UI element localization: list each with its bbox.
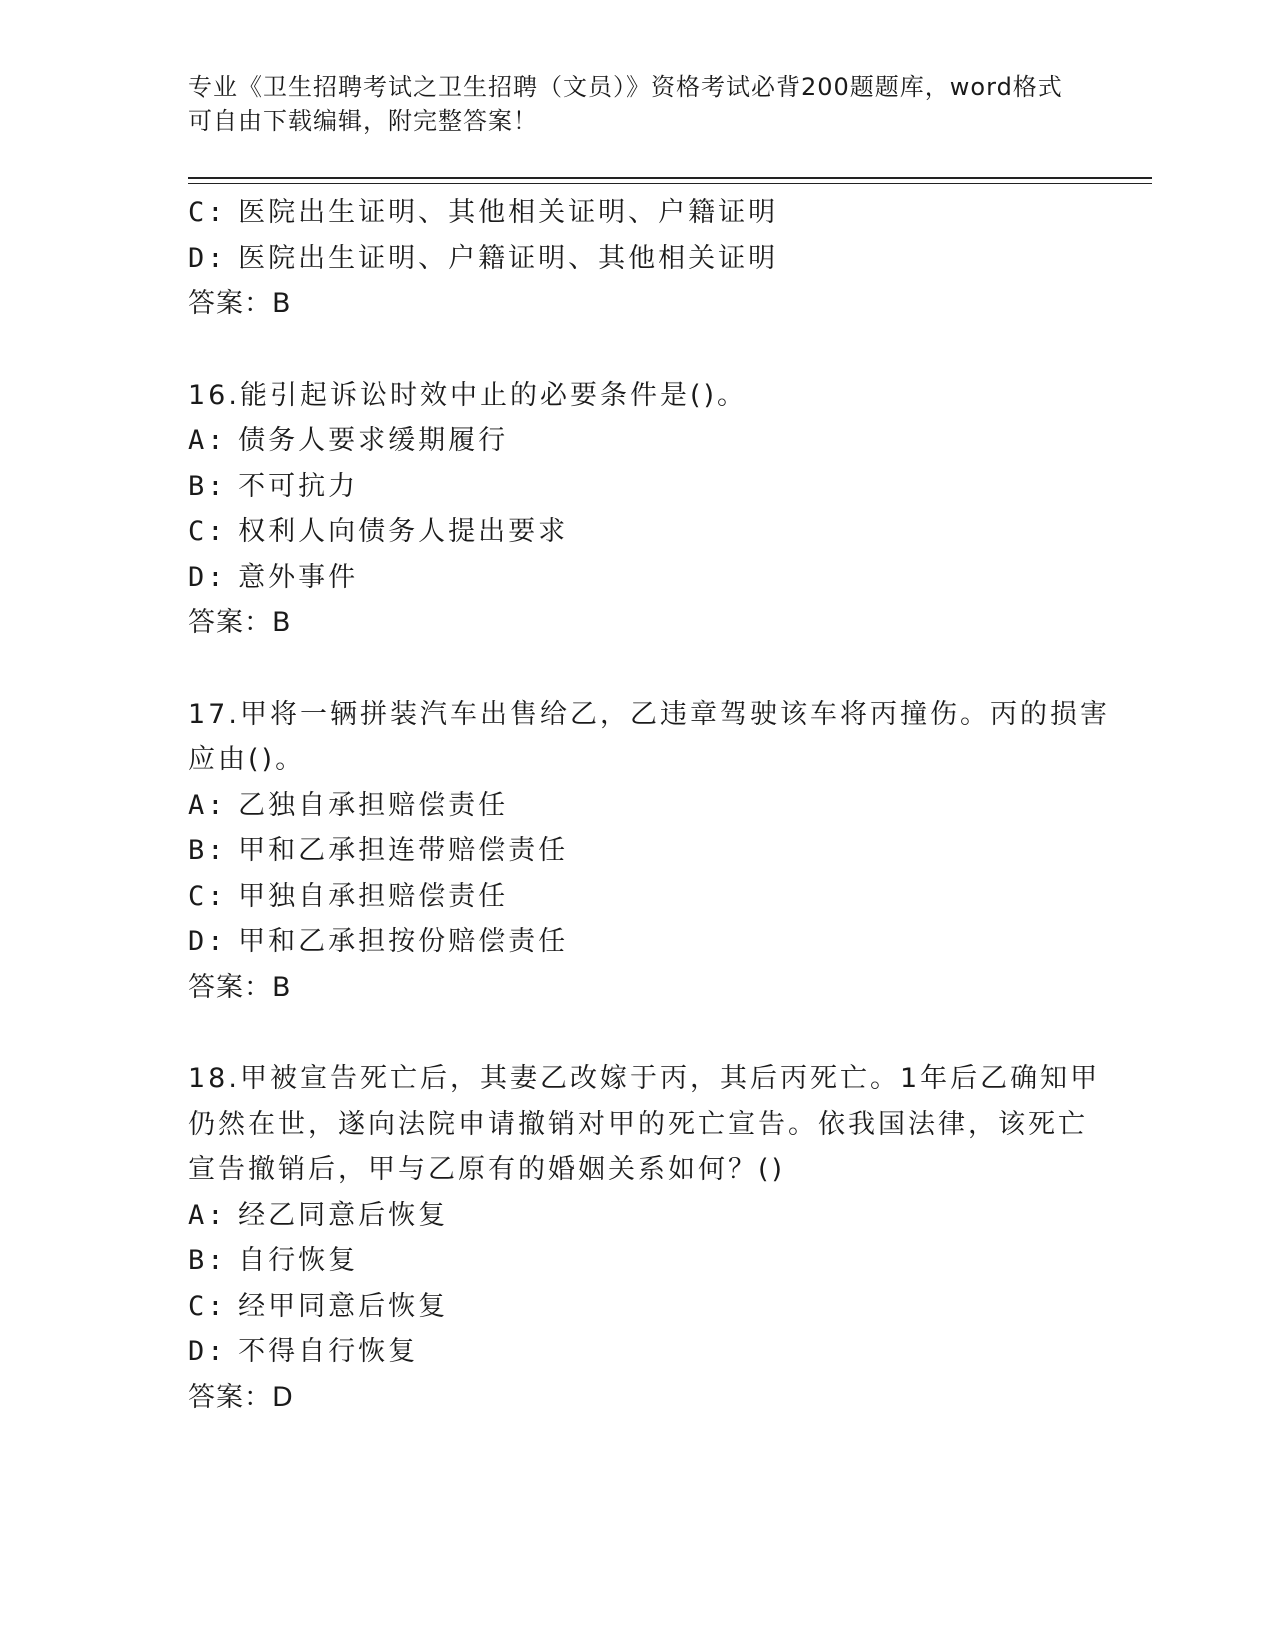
- option-text: 乙独自承担赔偿责任: [238, 789, 509, 821]
- option-c: [188, 509, 1088, 555]
- option-a: [188, 418, 1088, 464]
- option-d: [188, 1329, 1088, 1375]
- option-b: [188, 1238, 1088, 1284]
- option-d: [188, 919, 1088, 965]
- answer-line: 答案：D: [188, 1381, 294, 1413]
- option-b: [188, 828, 1088, 874]
- option-text: 经乙同意后恢复: [238, 1199, 449, 1231]
- question-stem: 17.甲将一辆拼装汽车出售给乙，乙违章驾驶该车将丙撞伤。丙的损害: [188, 698, 1110, 730]
- question-stem: 16.能引起诉讼时效中止的必要条件是()。: [188, 379, 748, 411]
- option-text: 意外事件: [238, 561, 359, 593]
- option-c: [188, 190, 1088, 236]
- option-letter: A:: [188, 789, 227, 821]
- header-divider-thin: [188, 183, 1152, 184]
- option-text: 经甲同意后恢复: [238, 1290, 449, 1322]
- header-line-2: 可自由下载编辑，附完整答案！: [188, 107, 538, 135]
- option-letter: B:: [188, 470, 227, 502]
- option-d: [188, 555, 1088, 601]
- option-text: 医院出生证明、户籍证明、其他相关证明: [238, 242, 779, 274]
- question-block-16: [188, 373, 1088, 646]
- question-stem-continued: 仍然在世，遂向法院申请撤销对甲的死亡宣告。依我国法律，该死亡: [188, 1108, 1088, 1140]
- option-letter: C:: [188, 1290, 227, 1322]
- option-text: 不可抗力: [238, 470, 359, 502]
- answer-line: 答案：B: [188, 971, 292, 1003]
- answer-line: 答案：B: [188, 288, 292, 319]
- option-letter: C:: [188, 197, 227, 228]
- option-letter: A:: [188, 1199, 227, 1231]
- option-d: [188, 236, 1088, 282]
- answer-line: 答案：B: [188, 607, 292, 638]
- question-stem-continued: 宣告撤销后，甲与乙原有的婚姻关系如何？(): [188, 1154, 786, 1185]
- question-block-18: [188, 1056, 1101, 1420]
- option-text: 甲独自承担赔偿责任: [238, 880, 509, 912]
- option-text: 甲和乙承担按份赔偿责任: [238, 926, 569, 957]
- document-header: [188, 70, 1088, 138]
- option-b: [188, 464, 1088, 510]
- header-line-1: 专业《卫生招聘考试之卫生招聘（文员）》资格考试必背200题题库，word格式: [188, 73, 1063, 101]
- option-c: [188, 1284, 1088, 1330]
- option-letter: A:: [188, 425, 227, 456]
- option-letter: D:: [188, 242, 227, 274]
- question-block-17: [188, 692, 1110, 1011]
- option-letter: B:: [188, 835, 227, 866]
- question-stem-continued: 应由()。: [188, 744, 306, 775]
- question-block-15: [188, 190, 1088, 327]
- option-letter: D:: [188, 1336, 227, 1367]
- option-letter: C:: [188, 880, 227, 912]
- option-letter: D:: [188, 561, 227, 593]
- option-text: 不得自行恢复: [238, 1336, 419, 1367]
- option-letter: B:: [188, 1245, 227, 1276]
- option-letter: D:: [188, 926, 227, 957]
- option-text: 自行恢复: [238, 1245, 359, 1276]
- option-a: [188, 1193, 1088, 1239]
- option-text: 债务人要求缓期履行: [238, 425, 509, 456]
- option-text: 权利人向债务人提出要求: [238, 516, 569, 547]
- header-divider-thick: [188, 177, 1152, 179]
- option-a: [188, 783, 1088, 829]
- option-c: [188, 874, 1088, 920]
- question-stem: 18.甲被宣告死亡后，其妻乙改嫁于丙，其后丙死亡。1年后乙确知甲: [188, 1063, 1101, 1094]
- option-text: 医院出生证明、其他相关证明、户籍证明: [238, 197, 779, 228]
- question-content: [188, 190, 1110, 1420]
- option-letter: C:: [188, 516, 227, 547]
- option-text: 甲和乙承担连带赔偿责任: [238, 835, 569, 866]
